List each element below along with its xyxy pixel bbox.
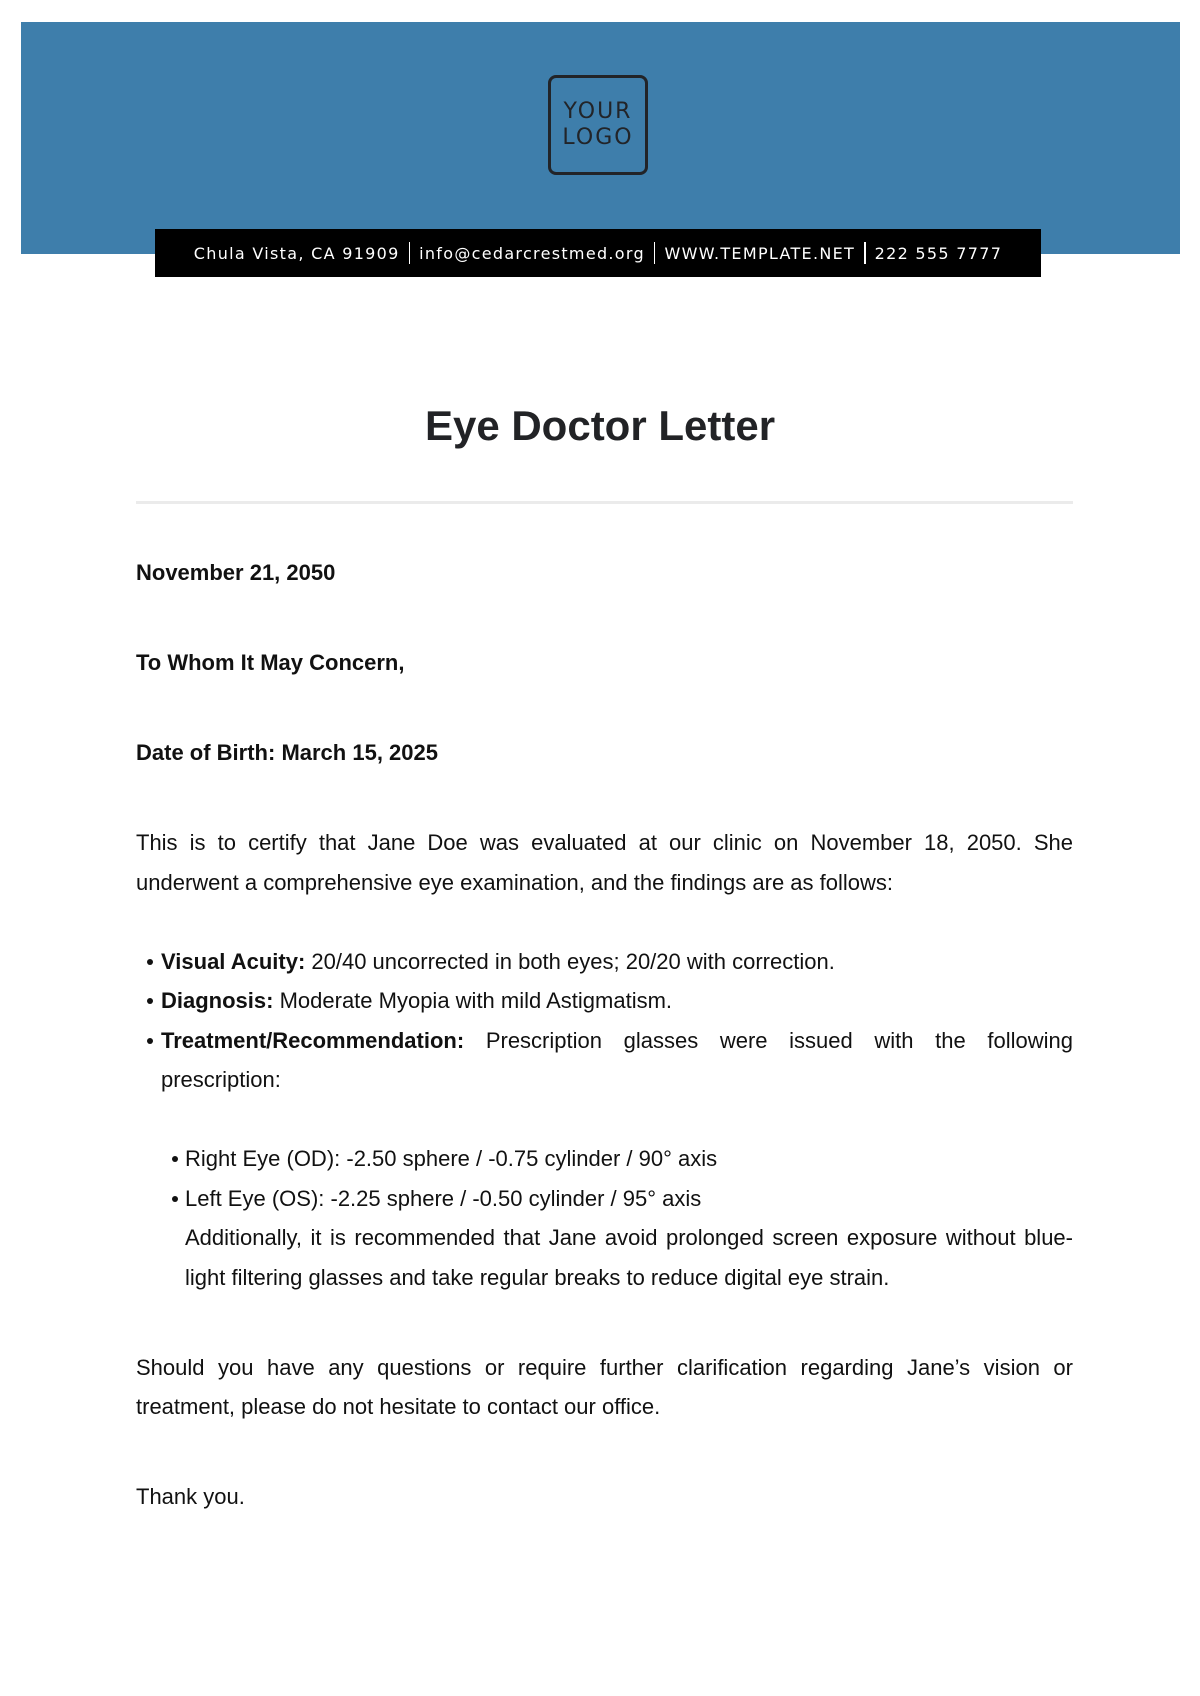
spacer	[136, 902, 1073, 942]
finding-item	[161, 942, 1073, 982]
contact-website: WWW.TEMPLATE.NET	[664, 243, 856, 263]
letter-body	[136, 553, 1073, 1517]
findings-list	[136, 942, 1073, 1100]
contact-separator	[654, 242, 656, 264]
prescription-note: Additionally, it is recommended that Jane avoid prolonged screen exposure without blue-light filtering glasses and take regular breaks to reduce digital eye strain.	[185, 1225, 1073, 1290]
finding-label: Diagnosis:	[161, 988, 274, 1013]
spacer	[136, 1100, 1073, 1140]
finding-item	[161, 981, 1073, 1021]
finding-text: Prescription glasses were issued with the following prescription:	[161, 1027, 1073, 1092]
finding-text: 20/40 uncorrected in both eyes; 20/20 with correction.	[305, 948, 835, 974]
sign-off: Thank you.	[136, 1484, 245, 1509]
logo-placeholder	[548, 75, 648, 175]
spacer	[136, 1427, 1073, 1478]
contact-bar	[155, 229, 1041, 277]
intro-paragraph: This is to certify that Jane Doe was evaluated at our clinic on November 18, 2050. She underwent a comprehensive eye examination, and the findings are as follows:	[136, 830, 1073, 895]
contact-address: Chula Vista, CA 91909	[193, 243, 400, 263]
spacer	[136, 773, 1073, 824]
letter-date: November 21, 2050	[136, 560, 336, 585]
page-title: Eye Doctor Letter	[424, 402, 776, 449]
spacer	[136, 593, 1073, 644]
spacer	[136, 683, 1073, 734]
salutation: To Whom It May Concern,	[136, 650, 405, 675]
prescription-item-right-eye: Right Eye (OD): -2.50 sphere / -0.75 cylinder / 90° axis	[185, 1139, 1073, 1179]
closing-paragraph: Should you have any questions or require further clarification regarding Jane’s vision or treatment, please do not hesitate to contact our office.	[136, 1354, 1073, 1419]
logo-text-line-2: LOGO	[562, 125, 634, 150]
logo-text-line-1: YOUR	[563, 99, 633, 124]
contact-email: info@cedarcrestmed.org	[419, 243, 645, 263]
prescription-list	[136, 1139, 1073, 1218]
contact-phone: 222 555 7777	[874, 243, 1003, 263]
date-of-birth: Date of Birth: March 15, 2025	[136, 740, 438, 765]
finding-label: Treatment/Recommendation:	[161, 1027, 465, 1053]
finding-item	[161, 1021, 1073, 1100]
finding-text: Moderate Myopia with mild Astigmatism.	[273, 988, 673, 1013]
prescription-item-left-eye: Left Eye (OS): -2.25 sphere / -0.50 cylinder / 95° axis	[185, 1179, 1073, 1219]
contact-separator	[864, 242, 866, 264]
contact-separator	[409, 242, 411, 264]
finding-label: Visual Acuity:	[161, 948, 306, 974]
title-divider	[136, 501, 1073, 504]
spacer	[136, 1297, 1073, 1348]
